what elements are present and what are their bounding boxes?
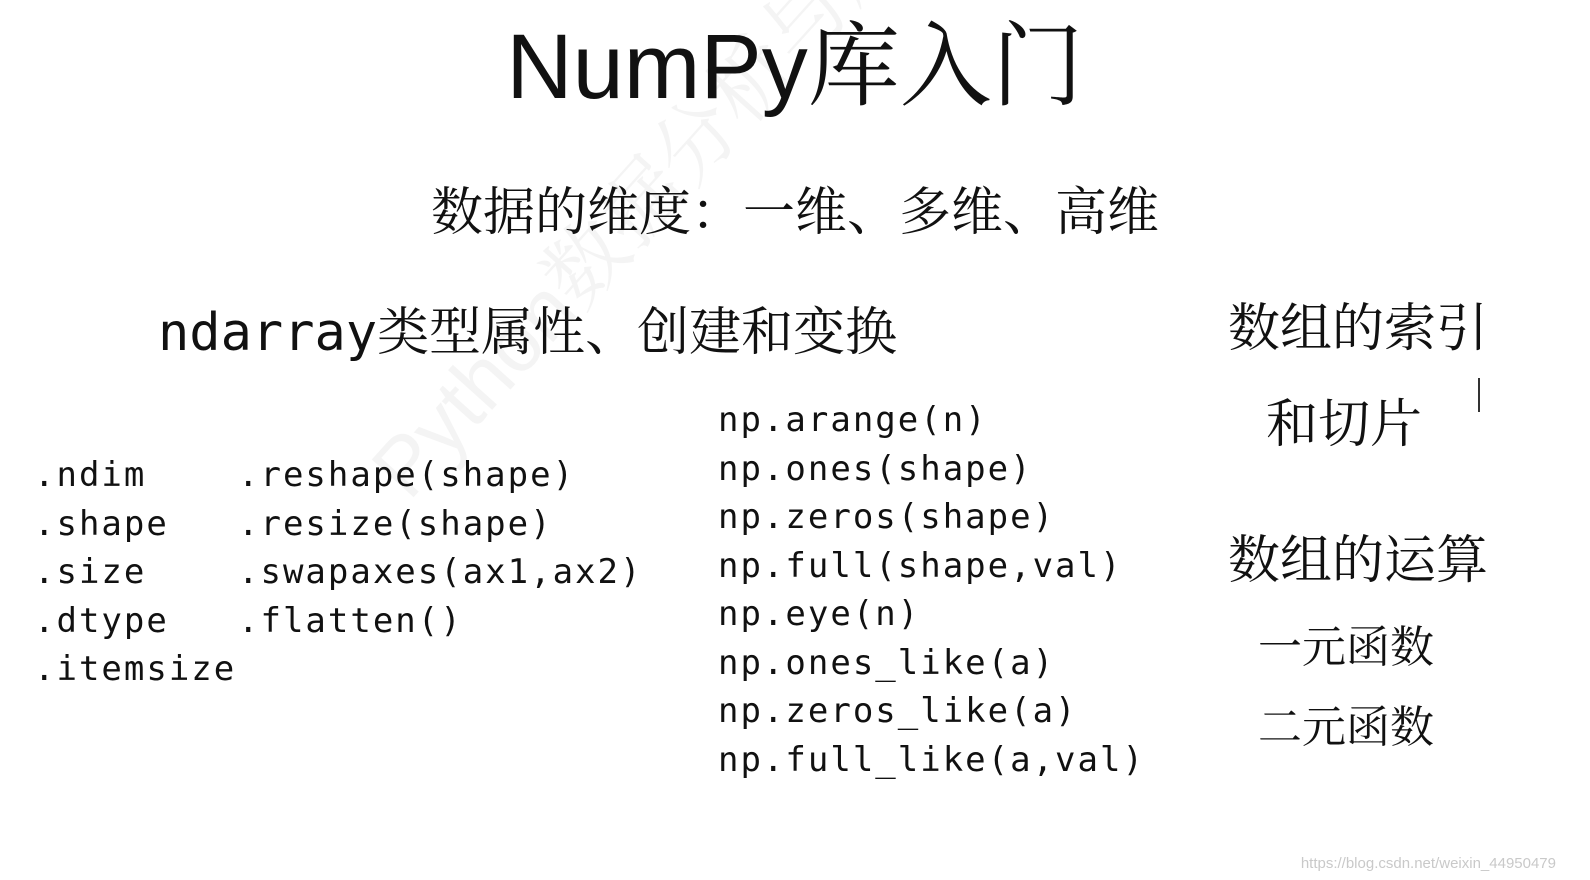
method-item: .swapaxes(ax1,ax2) — [238, 552, 643, 592]
index-section-heading-line2: 和切片 — [1266, 395, 1423, 455]
creation-function-item: np.arange(n) — [718, 400, 988, 440]
slide-title: NumPy库入门 — [506, 16, 1084, 118]
attribute-item: .ndim — [34, 455, 147, 495]
method-item: .reshape(shape) — [238, 455, 576, 495]
attribute-item: .shape — [34, 503, 169, 544]
slide-subtitle: 数据的维度：一维、多维、高维 — [430, 183, 1159, 243]
unary-functions-label: 一元函数 — [1258, 622, 1434, 673]
creation-function-item: np.full(shape,val) — [718, 545, 1123, 586]
attributes-list — [34, 451, 236, 694]
index-section-heading-line1: 数组的索引 — [1228, 299, 1489, 359]
method-item: .resize(shape) — [238, 503, 553, 544]
ndarray-heading-text: 类型属性、创建和变换 — [377, 303, 898, 363]
creation-function-item: np.zeros(shape) — [718, 497, 1056, 537]
attribute-item: .itemsize — [34, 649, 237, 689]
text-cursor-mark — [1478, 378, 1480, 412]
method-item: .flatten() — [238, 600, 463, 641]
ndarray-section-heading — [158, 300, 897, 366]
ndarray-heading-code: ndarray — [158, 303, 378, 363]
binary-functions-label: 二元函数 — [1258, 702, 1434, 753]
creation-function-item: np.zeros_like(a) — [718, 691, 1078, 731]
source-credit: https://blog.csdn.net/weixin_44950479 — [1300, 855, 1556, 872]
creation-function-item: np.ones(shape) — [718, 448, 1033, 489]
creation-function-item: np.ones_like(a) — [718, 642, 1056, 683]
ops-section-heading: 数组的运算 — [1228, 531, 1489, 591]
methods-list — [238, 451, 642, 645]
creation-functions-list — [718, 396, 1145, 784]
attribute-item: .size — [34, 552, 147, 592]
creation-function-item: np.full_like(a,val) — [718, 739, 1145, 780]
creation-function-item: np.eye(n) — [718, 594, 921, 634]
attribute-item: .dtype — [34, 600, 169, 641]
